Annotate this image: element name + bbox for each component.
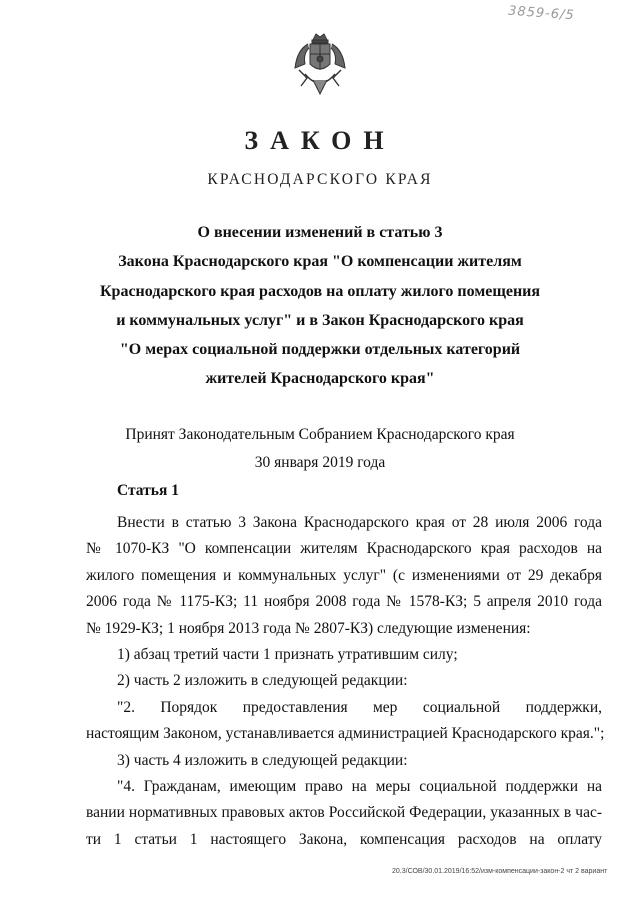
law-title-line: Краснодарского края расходов на оплату жилого помещения <box>99 282 541 300</box>
paragraph-line: "2. Порядок предоставления мер социальной поддержки, <box>117 698 602 716</box>
paragraph-line: "4. Гражданам, имеющим право на меры социальной поддержки на <box>117 777 602 795</box>
law-title <box>60 218 580 394</box>
paragraph-line: настоящим Законом, устанавливается администрацией Краснодарского края."; <box>86 725 605 743</box>
paragraph-line: жилого помещения и коммунальных услуг" (с изменениями от 29 декабря <box>86 566 602 584</box>
law-title-line: и коммунальных услуг" и в Закон Краснодарского края <box>116 311 524 329</box>
paragraph-line: 2006 года № 1175-КЗ; 11 ноября 2008 года № 1578-КЗ; 5 апреля 2010 года <box>86 593 602 611</box>
paragraph-line: 1) абзац третий части 1 признать утратившим силу; <box>117 645 458 663</box>
paragraph-line: № 1929-КЗ; 1 ноября 2013 года № 2807-КЗ) следующие изменения: <box>86 619 531 637</box>
paragraph-line: № 1070-КЗ "О компенсации жителям Краснодарского края расходов на <box>86 540 602 558</box>
handwritten-registration-number: 3859-6/5 <box>507 3 576 24</box>
law-title-line: "О мерах социальной поддержки отдельных категорий <box>119 341 521 359</box>
paragraph-line: 3) часть 4 изложить в следующей редакции: <box>117 751 408 769</box>
law-title-line: Закона Краснодарского края "О компенсации жителям <box>118 253 522 271</box>
adoption-info <box>60 421 580 477</box>
paragraph-line: вании нормативных правовых актов Российской Федерации, указанных в час- <box>86 804 602 822</box>
law-title-line: О внесении изменений в статью 3 <box>197 224 443 241</box>
law-title-line: жителей Краснодарского края" <box>205 370 435 388</box>
article-body <box>86 510 605 853</box>
document-subtitle: КРАСНОДАРСКОГО КРАЯ <box>207 171 433 188</box>
adoption-body: Принят Законодательным Собранием Краснодарского края <box>125 426 515 443</box>
adoption-date: 30 января 2019 года <box>254 454 386 471</box>
paragraph-line: Внести в статью 3 Закона Краснодарского края от 28 июля 2006 года <box>117 514 602 531</box>
coat-of-arms-emblem <box>291 30 349 100</box>
paragraph-line: ти 1 статьи 1 настоящего Закона, компенсация расходов на оплату <box>86 830 602 848</box>
paragraph-line: 2) часть 2 изложить в следующей редакции: <box>117 672 408 690</box>
footer-file-reference: 20.3/СОВ/30.01.2019/16:52/изм-компенсации-закон-2 чт 2 вариант <box>392 868 608 875</box>
document-title: ЗАКОН <box>244 126 396 155</box>
article-heading: Статья 1 <box>117 482 179 499</box>
